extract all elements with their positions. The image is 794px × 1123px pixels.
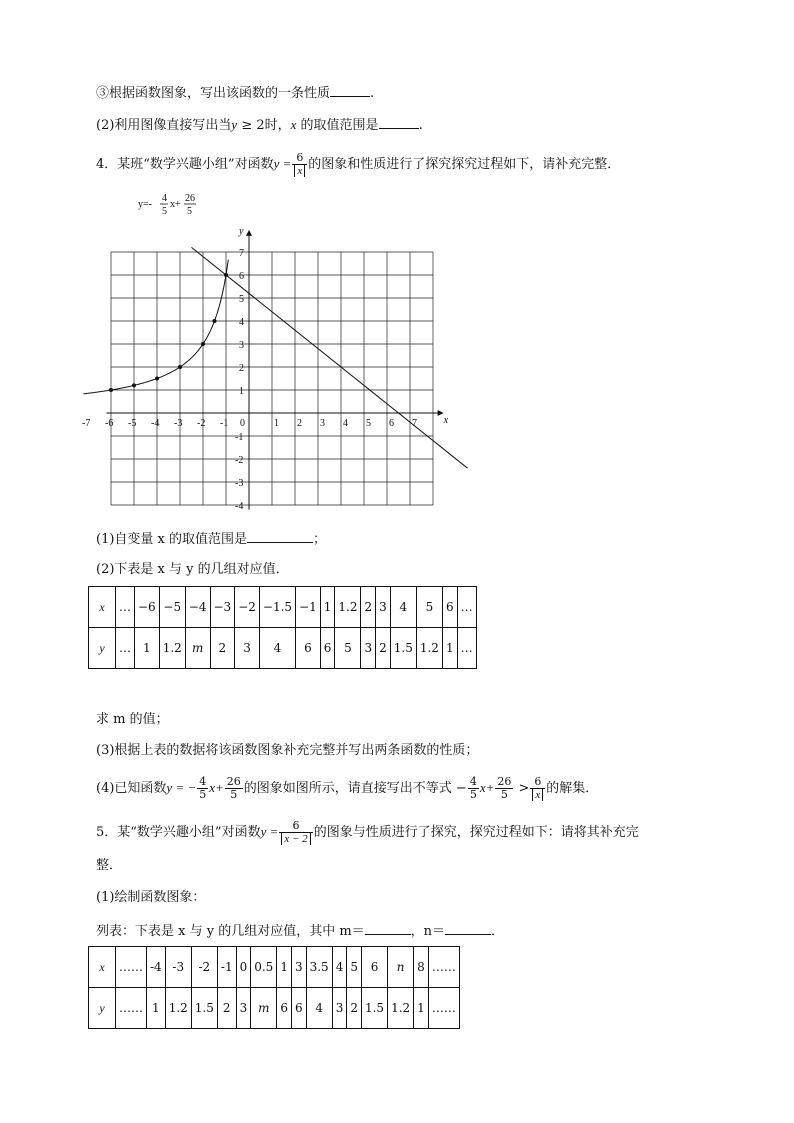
answer-blank[interactable] bbox=[379, 114, 419, 129]
q4-part4-post: 的解集． bbox=[546, 781, 599, 796]
term: x+ bbox=[209, 780, 224, 795]
curve bbox=[83, 260, 228, 394]
greater-than: > bbox=[514, 781, 530, 796]
table-row-x bbox=[89, 947, 460, 988]
y-tick-label: -1 bbox=[235, 432, 244, 443]
table-cell: …… bbox=[428, 988, 459, 1029]
table-cell: −6 bbox=[135, 587, 160, 628]
table-cell: −4 bbox=[185, 587, 210, 628]
table-cell: 5 bbox=[347, 947, 362, 988]
q4-intro-post: 的图象和性质进行了探究探究过程如下，请补充完整． bbox=[308, 157, 621, 172]
numerator: 6 bbox=[292, 152, 307, 165]
x-tick-label: 0 bbox=[240, 418, 245, 429]
q5-list-mid: ，n＝ bbox=[410, 924, 446, 939]
x-tick-label: 2 bbox=[297, 418, 302, 429]
x-tick-label: 7 bbox=[412, 418, 417, 429]
curve-point bbox=[155, 377, 159, 381]
denominator: 5 bbox=[230, 788, 238, 801]
table-cell: 1.2 bbox=[165, 988, 191, 1029]
denominator bbox=[530, 789, 545, 801]
curve-point bbox=[201, 342, 205, 346]
line-label bbox=[138, 193, 196, 217]
q4-intro bbox=[96, 152, 620, 177]
table-cell: 2 bbox=[347, 988, 362, 1029]
numerator: 26 bbox=[497, 775, 512, 788]
table-cell: 1 bbox=[277, 947, 292, 988]
row-label-y: y bbox=[89, 628, 116, 669]
table-cell: 6 bbox=[361, 947, 387, 988]
fraction bbox=[530, 776, 545, 801]
table-cell: 1.5 bbox=[390, 628, 416, 669]
table-cell: -1 bbox=[217, 947, 236, 988]
question-number: 5． bbox=[96, 825, 118, 840]
table-cell: 2 bbox=[210, 628, 235, 669]
var-y: y bbox=[231, 117, 238, 132]
function-graph bbox=[82, 190, 486, 512]
fraction bbox=[495, 776, 513, 801]
table-cell: 2 bbox=[376, 628, 391, 669]
table-cell: 6 bbox=[320, 628, 335, 669]
q3-item2 bbox=[96, 114, 423, 136]
abs-x: x bbox=[294, 165, 305, 177]
x-tick-label: 1 bbox=[274, 418, 279, 429]
numerator: 4 bbox=[469, 775, 477, 788]
table-cell: 1.5 bbox=[361, 988, 387, 1029]
q5-list bbox=[96, 920, 504, 942]
semicolon: ； bbox=[313, 532, 327, 547]
question-number: 4． bbox=[96, 157, 118, 172]
y-tick-label: 5 bbox=[239, 294, 244, 305]
x-tick-label: 6 bbox=[389, 418, 394, 429]
table-cell: 6 bbox=[296, 628, 321, 669]
table-cell: 0 bbox=[236, 947, 251, 988]
row-label-x: x bbox=[89, 587, 116, 628]
q5-intro bbox=[96, 820, 639, 845]
x-tick-label: -1 bbox=[220, 418, 229, 429]
table-cell: −1.5 bbox=[259, 587, 295, 628]
y-tick-label: 2 bbox=[239, 363, 244, 374]
table-cell: … bbox=[457, 587, 476, 628]
q5-intro-post: 的图象与性质进行了探究，探究过程如下：请将其补充完 bbox=[313, 825, 639, 840]
table-cell: -3 bbox=[165, 947, 191, 988]
function-lhs: y = bbox=[273, 156, 292, 171]
term: x+ bbox=[479, 780, 495, 795]
x-tick-label: -5 bbox=[128, 418, 137, 429]
q4-part4-mid: 的图象如图所示，请直接写出不等式 − bbox=[243, 781, 467, 796]
table-cell: 6 bbox=[442, 587, 457, 628]
table-cell: m bbox=[251, 988, 277, 1029]
denominator: 5 bbox=[469, 788, 477, 801]
table-cell: 1.5 bbox=[191, 988, 217, 1029]
straight-line bbox=[192, 247, 468, 468]
q5-intro-cont: 整． bbox=[96, 858, 123, 873]
table-row-x bbox=[89, 587, 477, 628]
q3-item2-text: (2)利用图像直接写出当 bbox=[96, 118, 232, 133]
line-label-mid: x+ bbox=[170, 199, 181, 210]
var-x: x bbox=[290, 117, 297, 132]
fraction bbox=[292, 152, 307, 177]
numerator: 6 bbox=[530, 776, 545, 789]
condition: ≥ 2时， bbox=[237, 118, 291, 133]
table-cell: 5 bbox=[416, 587, 442, 628]
table-cell: …… bbox=[116, 988, 147, 1029]
y-tick-label: 4 bbox=[239, 317, 244, 328]
q4-part2: (2)下表是 x 与 y 的几组对应值． bbox=[96, 562, 289, 577]
table-cell: 1 bbox=[414, 988, 429, 1029]
table-cell: 4 bbox=[259, 628, 295, 669]
y-tick-label: 1 bbox=[239, 386, 244, 397]
x-axis-label: x bbox=[443, 415, 449, 426]
line-graph bbox=[192, 247, 468, 468]
x-tick-label: -3 bbox=[174, 418, 183, 429]
line-label-b-num: 26 bbox=[185, 193, 195, 204]
table-cell: … bbox=[116, 628, 135, 669]
q4-intro-text: 某班“数学兴趣小组”对函数 bbox=[117, 157, 274, 172]
table-cell: m bbox=[185, 628, 210, 669]
x-tick-label: -4 bbox=[151, 418, 160, 429]
numerator: 6 bbox=[279, 820, 312, 833]
table-row-y bbox=[89, 988, 460, 1029]
table-cell: 3 bbox=[235, 628, 260, 669]
table-cell: 3 bbox=[376, 587, 391, 628]
table-cell: 2 bbox=[217, 988, 236, 1029]
table-cell: 3 bbox=[332, 988, 347, 1029]
q4-part3: (3)根据上表的数据将该函数图象补充完整并写出两条函数的性质； bbox=[96, 743, 479, 758]
q4-part4-text: (4)已知函数 bbox=[96, 781, 167, 796]
answer-blank[interactable] bbox=[247, 528, 313, 543]
x-tick-label: 4 bbox=[343, 418, 348, 429]
table-cell: −5 bbox=[159, 587, 185, 628]
table-cell: 6 bbox=[291, 988, 306, 1029]
table-cell: 6 bbox=[277, 988, 292, 1029]
numerator: 26 bbox=[226, 775, 241, 788]
numerator: 4 bbox=[199, 775, 207, 788]
table-cell: 1.2 bbox=[335, 587, 361, 628]
x-tick-label: 3 bbox=[320, 418, 325, 429]
table-cell: 1 bbox=[442, 628, 457, 669]
abs-x: x bbox=[532, 789, 543, 801]
q4-value-table bbox=[88, 586, 477, 669]
answer-blank[interactable] bbox=[330, 82, 370, 97]
q4-ask-m: 求 m 的值； bbox=[96, 712, 169, 727]
curve-point bbox=[109, 388, 113, 392]
answer-blank-m[interactable] bbox=[365, 920, 411, 935]
table-cell: 1 bbox=[147, 988, 166, 1029]
fraction bbox=[225, 776, 243, 801]
table-cell: … bbox=[116, 587, 135, 628]
denominator bbox=[292, 165, 307, 177]
q4-part1-text: (1)自变量 x 的取值范围是 bbox=[96, 532, 248, 547]
x-tick-label: -2 bbox=[197, 418, 206, 429]
fraction bbox=[279, 820, 312, 845]
y-tick-label: 7 bbox=[239, 248, 244, 259]
q5-value-table bbox=[88, 946, 460, 1029]
table-cell: 1 bbox=[135, 628, 160, 669]
answer-blank-n[interactable] bbox=[445, 920, 491, 935]
q5-intro-text: 某“数学兴趣小组”对函数 bbox=[117, 825, 261, 840]
table-cell: 4 bbox=[306, 988, 332, 1029]
table-cell: 4 bbox=[332, 947, 347, 988]
table-cell: 4 bbox=[390, 587, 416, 628]
table-cell: 3 bbox=[291, 947, 306, 988]
x-tick-label: -6 bbox=[105, 418, 114, 429]
period: . bbox=[370, 86, 375, 101]
grid bbox=[111, 252, 433, 505]
curve-point bbox=[178, 365, 182, 369]
q4-part4 bbox=[96, 776, 598, 801]
y-axis-label: y bbox=[239, 225, 244, 237]
table-cell: 8 bbox=[414, 947, 429, 988]
y-axis-arrow bbox=[246, 230, 252, 236]
y-tick-label: 6 bbox=[239, 271, 244, 282]
q5-part1: (1)绘制函数图象： bbox=[96, 890, 206, 905]
y-tick-label: -3 bbox=[235, 478, 244, 489]
table-cell: …… bbox=[116, 947, 147, 988]
table-cell: 1.2 bbox=[159, 628, 185, 669]
function-lhs: y = bbox=[260, 824, 279, 839]
q3-item2-post: 的取值范围是 bbox=[296, 118, 379, 133]
axes bbox=[106, 226, 448, 510]
y-tick-label: -2 bbox=[235, 455, 244, 466]
table-cell: −1 bbox=[296, 587, 321, 628]
q3-item3-text: ③根据函数图象，写出该函数的一条性质 bbox=[96, 86, 331, 101]
y-tick-label: 3 bbox=[239, 340, 244, 351]
curve-point bbox=[213, 319, 217, 323]
function-lhs: y = − bbox=[166, 780, 197, 795]
table-cell: -4 bbox=[147, 947, 166, 988]
q3-item3 bbox=[96, 82, 374, 104]
curve-path bbox=[83, 260, 228, 394]
x-tick-label: -7 bbox=[82, 418, 91, 429]
line-label-a-den: 5 bbox=[162, 206, 167, 217]
row-label-x: x bbox=[89, 947, 116, 988]
table-cell: 3 bbox=[361, 628, 376, 669]
table-cell: −2 bbox=[235, 587, 260, 628]
table-cell: 0.5 bbox=[251, 947, 277, 988]
table-cell: … bbox=[457, 628, 476, 669]
table-row-y bbox=[89, 628, 477, 669]
table-cell: 5 bbox=[335, 628, 361, 669]
period: . bbox=[418, 118, 423, 133]
table-cell: -2 bbox=[191, 947, 217, 988]
table-cell: …… bbox=[428, 947, 459, 988]
denominator bbox=[279, 833, 312, 845]
period: ． bbox=[491, 924, 505, 939]
line-label-a-num: 4 bbox=[162, 193, 167, 204]
table-cell: 2 bbox=[361, 587, 376, 628]
row-label-y: y bbox=[89, 988, 116, 1029]
table-cell: 1.2 bbox=[388, 988, 414, 1029]
table-cell: 3 bbox=[236, 988, 251, 1029]
q5-list-text: 列表：下表是 x 与 y 的几组对应值，其中 m＝ bbox=[96, 924, 365, 939]
denominator: 5 bbox=[500, 788, 508, 801]
abs-x-minus-2: x − 2 bbox=[281, 833, 310, 845]
curve-point bbox=[132, 383, 136, 387]
line-label-lhs: y=- bbox=[138, 199, 152, 210]
table-cell: −3 bbox=[210, 587, 235, 628]
denominator: 5 bbox=[199, 788, 207, 801]
q4-part1 bbox=[96, 528, 326, 550]
y-tick-label: -4 bbox=[235, 501, 244, 512]
table-cell: 1.2 bbox=[416, 628, 442, 669]
fraction bbox=[468, 776, 479, 801]
fraction bbox=[197, 776, 208, 801]
table-cell: 1 bbox=[320, 587, 335, 628]
x-tick-label: 5 bbox=[366, 418, 371, 429]
line-label-b-den: 5 bbox=[187, 206, 192, 217]
table-cell: n bbox=[388, 947, 414, 988]
table-cell: 3.5 bbox=[306, 947, 332, 988]
